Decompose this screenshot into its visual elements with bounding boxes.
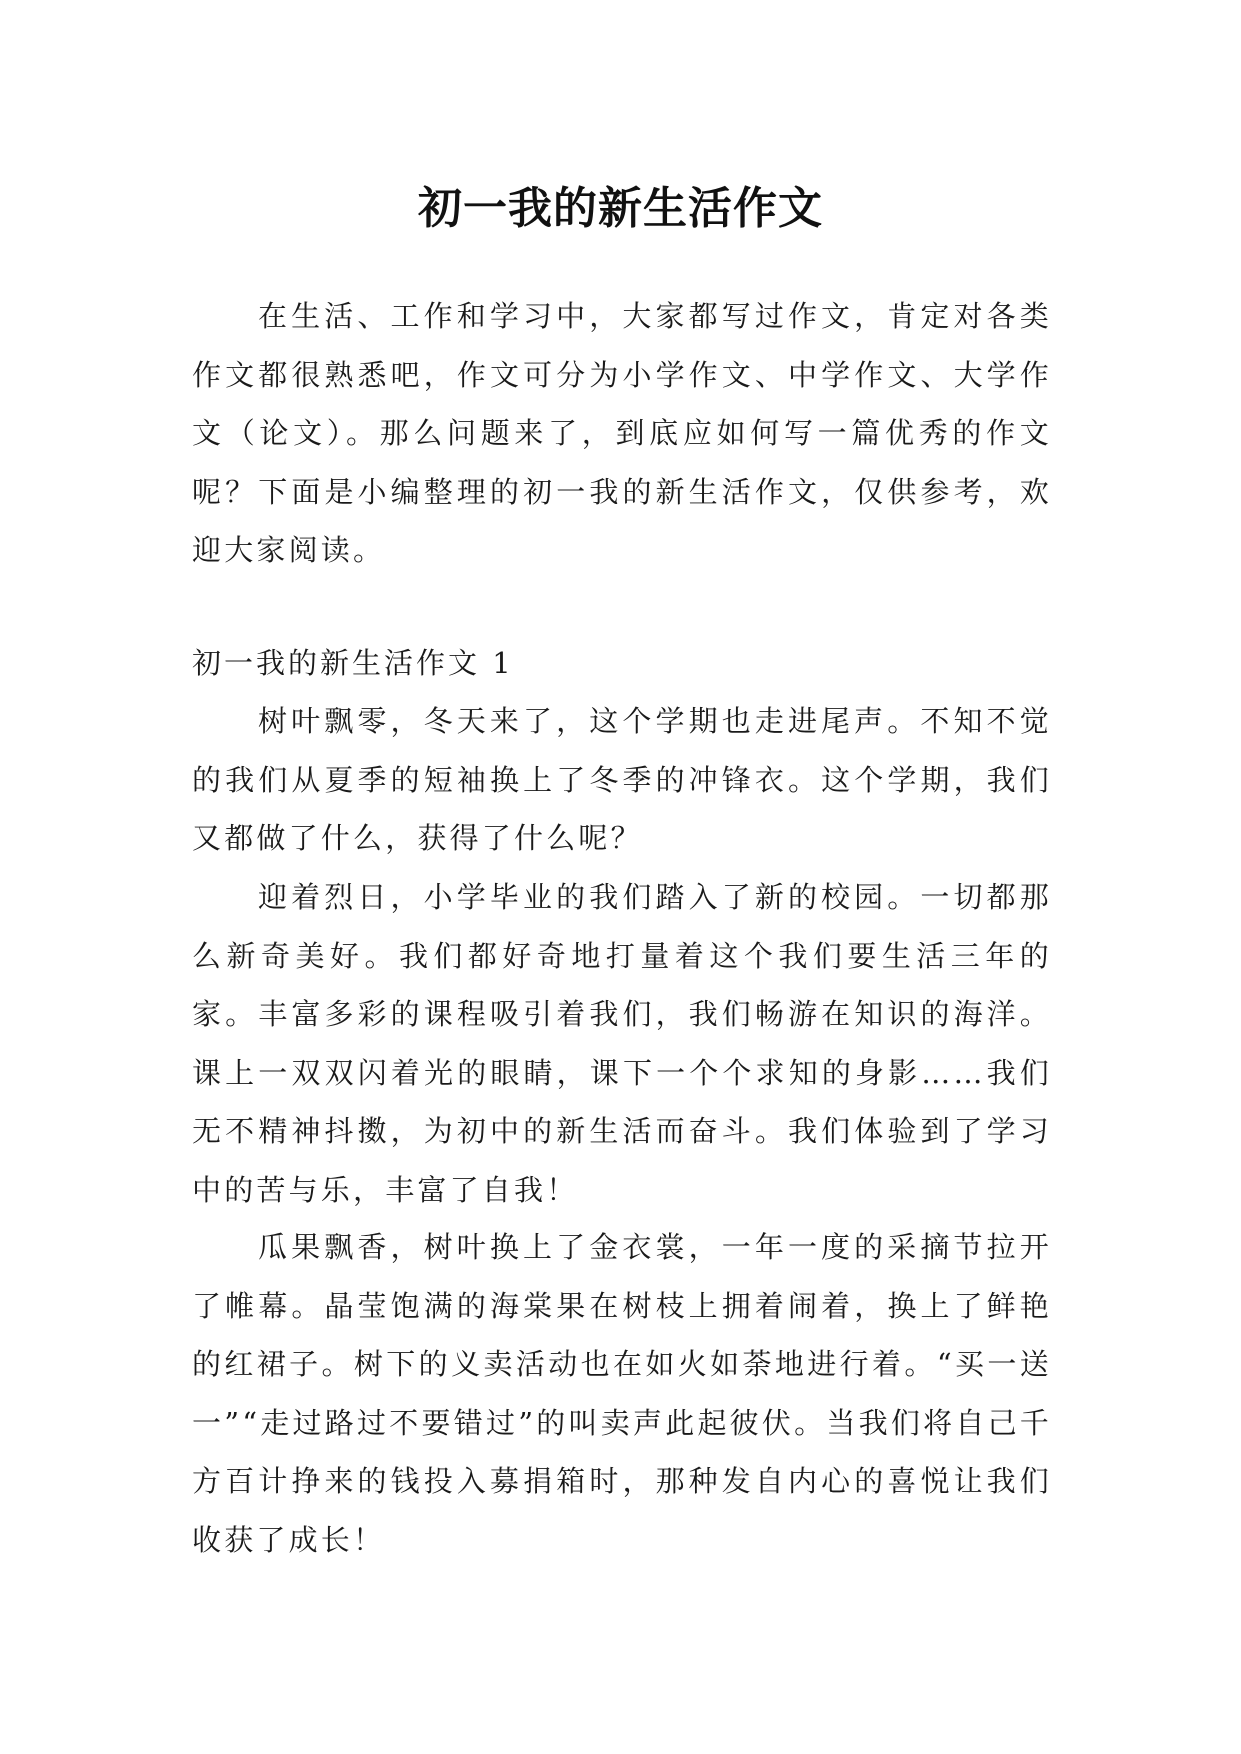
essay-paragraph-2: 迎着烈日，小学毕业的我们踏入了新的校园。一切都那么新奇美好。我们都好奇地打量着这个我们要生活三年的家。丰富多彩的课程吸引着我们，我们畅游在知识的海洋。课上一双双闪着光的眼睛，课下一个个求知的身影……我们无不精神抖擞，为初中的新生活而奋斗。我们体验到了学习中的苦与乐，丰富了自我！ — [192, 880, 1052, 1207]
essay-paragraph-3: 瓜果飘香，树叶换上了金衣裳，一年一度的采摘节拉开了帷幕。晶莹饱满的海棠果在树枝上拥着闹着，换上了鲜艳的红裙子。树下的义卖活动也在如火如荼地进行着。“买一送一”“走过路过不要错过”的叫卖声此起彼伏。当我们将自己千方百计挣来的钱投入募捐箱时，那种发自内心的喜悦让我们收获了成长！ — [192, 1230, 1052, 1557]
document-title: 初一我的新生活作文 — [418, 183, 823, 235]
intro-paragraph: 在生活、工作和学习中，大家都写过作文，肯定对各类作文都很熟悉吧，作文可分为小学作文、中学作文、大学作文（论文）。那么问题来了，到底应如何写一篇优秀的作文呢？下面是小编整理的初一我的新生活作文，仅供参考，欢迎大家阅读。 — [192, 299, 1052, 567]
essay-paragraph-1: 树叶飘零，冬天来了，这个学期也走进尾声。不知不觉的我们从夏季的短袖换上了冬季的冲锋衣。这个学期，我们又都做了什么，获得了什么呢？ — [192, 704, 1052, 855]
section-heading: 初一我的新生活作文 1 — [192, 646, 514, 680]
